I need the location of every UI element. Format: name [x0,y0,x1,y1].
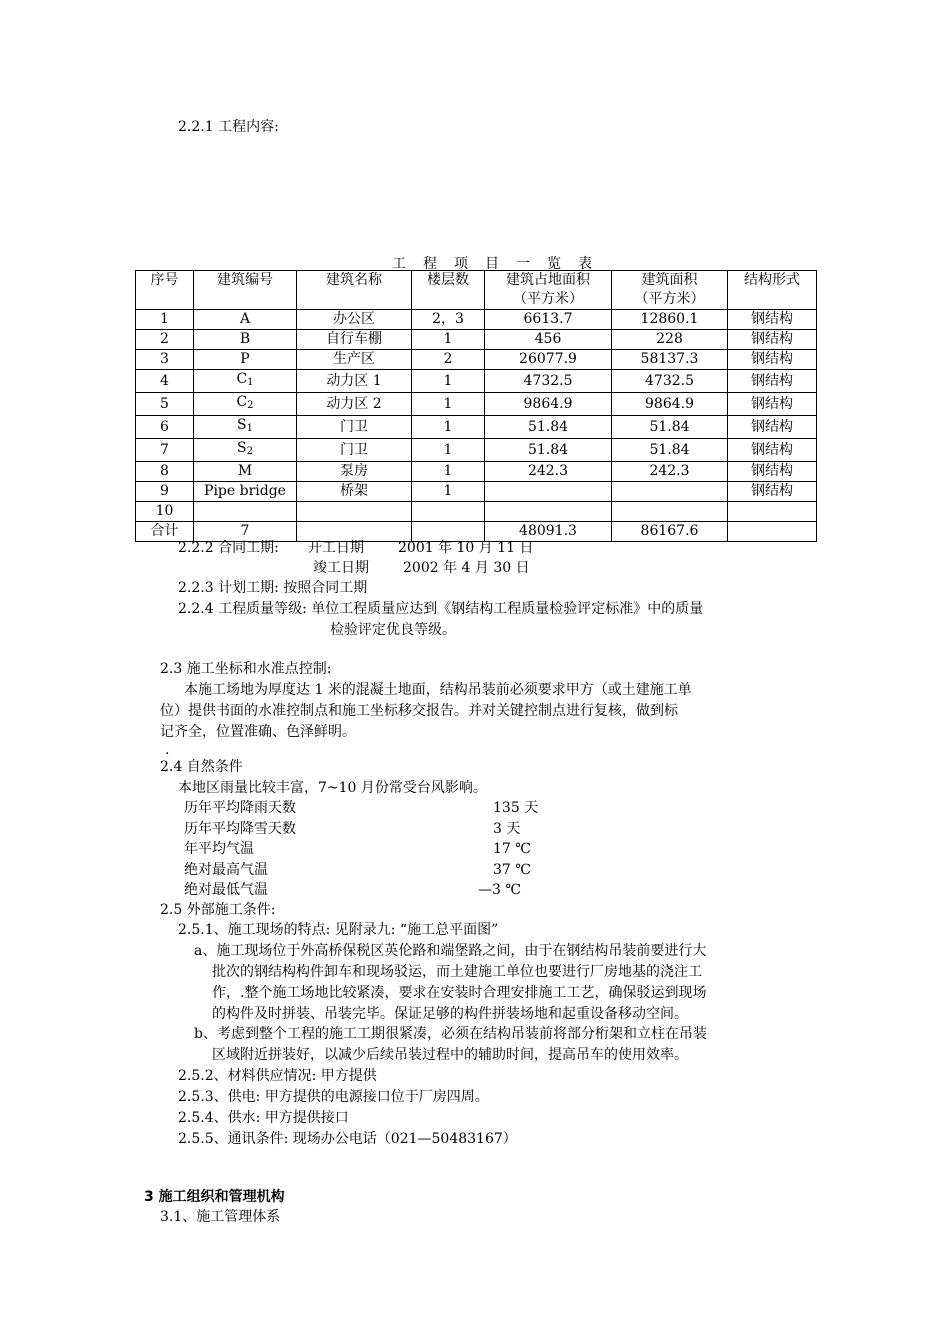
section-2-3-heading: 2.3 施工坐标和水准点控制: [160,661,332,677]
cell-floors-text: 1 [443,331,453,347]
cell-land-area-text: 26077.9 [519,351,577,367]
start-date-value: 2001 年 10 月 11 日 [398,540,534,556]
cell-code-text: P [240,351,250,367]
table-header-row [136,271,817,310]
cell-floors-text: 1 [443,372,453,389]
table-row [136,330,817,350]
cell-land-area [485,370,612,393]
cell-structure-text: 钢结构 [751,418,793,435]
cell-building-area [612,370,728,393]
cell-no-text: 1 [160,311,169,327]
cell-structure [728,370,817,393]
table-row [136,416,817,439]
cell-floors [412,370,485,393]
section-2-2-3: 2.2.3 计划工期: 按照合同工期 [178,580,368,596]
cell-code-subscript: 1 [246,423,253,434]
cell-name [297,502,412,522]
cell-no-text: 合计 [150,523,179,539]
cell-code [194,416,297,439]
table-row [136,462,817,482]
cell-code-subscript: 2 [246,446,253,457]
cell-floors [412,502,485,522]
cell-no-text: 3 [160,351,169,367]
end-date-label: 竣工日期 [313,560,369,576]
section-2-3-para-line3: 记齐全，位置准确、色泽鲜明。 [160,724,356,740]
cell-land-area-text: 48091.3 [519,523,577,539]
cell-no [136,350,194,370]
section-2-5-1: 2.5.1、施工现场的特点: 见附录九: “施工总平面图” [178,922,499,938]
cell-no [136,370,194,393]
cell-structure-text: 钢结构 [751,483,793,499]
cell-building-area [612,439,728,462]
cell-code [194,393,297,416]
cell-no-text: 6 [160,418,169,435]
cell-land-area-text: 4732.5 [523,372,573,389]
table-row [136,439,817,462]
cell-name-text: 动力区 2 [326,395,382,412]
cell-name [297,310,412,330]
cell-floors [412,439,485,462]
cell-land-area [485,393,612,416]
cell-building-area [612,502,728,522]
climate-value: 17 ℃ [493,841,531,857]
header-structure: 结构形式 [728,271,817,310]
cell-land-area-text: 51.84 [527,418,569,435]
cell-building-area-text: 9864.9 [645,395,694,412]
cell-code [194,462,297,482]
section-2-5-2: 2.5.2、材料供应情况: 甲方提供 [178,1068,377,1084]
table-title: 工程项目一览表 [392,256,609,272]
cell-no-text: 8 [160,463,169,479]
header-land-area [485,271,612,310]
climate-label: 年平均气温 [184,841,254,857]
section-2-5-4: 2.5.4、供水: 甲方提供接口 [178,1110,349,1126]
cell-floors-text: 1 [443,441,453,458]
cell-structure [728,393,817,416]
cell-floors [412,462,485,482]
cell-code-text: Pipe bridge [204,483,286,499]
cell-code [194,370,297,393]
cell-code [194,310,297,330]
cell-floors-text: 1 [443,418,453,435]
cell-no-text: 7 [160,441,169,458]
item-a-line4: 的构件及时拼装、吊装完毕。保证足够的构件拼装场地和起重设备移动空间。 [212,1006,688,1022]
cell-floors [412,330,485,350]
cell-code-text: C [236,394,248,410]
cell-name [297,350,412,370]
cell-code-subscript: 1 [247,377,254,388]
cell-no [136,393,194,416]
cell-floors-text: 2 [443,351,453,367]
cell-name-text: 门卫 [340,418,368,435]
climate-value: 135 天 [493,800,539,816]
cell-no [136,462,194,482]
climate-label: 绝对最低气温 [184,882,268,898]
cell-code-text: B [239,331,251,347]
cell-building-area-text: 51.84 [649,441,690,458]
cell-floors [412,482,485,502]
cell-code-text: S [237,440,247,456]
section-2-4-para: 本地区雨量比较丰富，7~10 月份常受台风影响。 [178,780,487,796]
section-2-2-1-heading: 2.2.1 工程内容: [178,119,279,135]
cell-structure-text: 钢结构 [751,441,793,458]
cell-no [136,310,194,330]
cell-building-area-text: 86167.6 [640,523,699,539]
cell-structure [728,439,817,462]
item-a-line3: 作，.整个施工场地比较紧凑，要求在安装时合理安排施工工艺，确保驳运到现场 [212,985,707,1001]
cell-floors-text: 1 [443,483,453,499]
cell-building-area [612,416,728,439]
cell-building-area-text: 228 [656,331,683,347]
cell-code-text: A [239,311,251,327]
header-land-area-line1: 建筑占地面积 [506,272,590,288]
cell-structure [728,416,817,439]
item-a-line1: a、施工现场位于外高桥保税区英伦路和端堡路之间，由于在钢结构吊装前要进行大 [194,943,707,959]
cell-land-area [485,482,612,502]
cell-code [194,502,297,522]
section-2-5-5: 2.5.5、通讯条件: 现场办公电话（021—50483167） [178,1131,517,1147]
cell-land-area [485,310,612,330]
cell-building-area-text: 12860.1 [640,311,699,327]
cell-building-area [612,393,728,416]
header-building-area-line1: 建筑面积 [641,272,698,288]
section-2-3-para-line1: 本施工场地为厚度达 1 米的混凝土地面，结构吊装前必须要求甲方（或土建施工单 [184,682,692,698]
cell-floors [412,310,485,330]
cell-no [136,416,194,439]
table-row [136,350,817,370]
cell-structure [728,310,817,330]
cell-name [297,439,412,462]
cell-land-area [485,330,612,350]
climate-value: 37 ℃ [493,861,531,878]
section-2-4-heading: 2.4 自然条件 [160,759,243,775]
table-row [136,502,817,522]
climate-label: 历年平均降雨天数 [184,800,296,816]
item-b-line1: b、考虑到整个工程的施工工期很紧凑，必须在结构吊装前将部分桁架和立柱在吊装 [194,1026,707,1042]
cell-structure [728,522,817,542]
cell-no-text: 10 [155,503,174,519]
cell-name-text: 动力区 1 [326,372,382,389]
cell-no [136,330,194,350]
cell-structure [728,330,817,350]
cell-structure [728,482,817,502]
cell-structure-text: 钢结构 [751,395,793,412]
header-code: 建筑编号 [194,271,297,310]
cell-building-area-text: 4732.5 [645,372,694,389]
table-row [136,310,817,330]
section-2-5-heading: 2.5 外部施工条件: [160,902,276,918]
cell-name [297,330,412,350]
cell-name-text: 生产区 [333,351,375,367]
section-3-1: 3.1、施工管理体系 [160,1209,281,1225]
cell-structure-text: 钢结构 [751,463,793,479]
header-name: 建筑名称 [297,271,412,310]
cell-no [136,439,194,462]
stray-dot: . [165,742,170,758]
cell-land-area [485,439,612,462]
climate-label: 历年平均降雪天数 [184,820,296,837]
cell-building-area-text: 51.84 [649,418,690,435]
cell-code-text: C [236,371,248,387]
section-2-2-4-line1: 2.2.4 工程质量等级: 单位工程质量应达到《钢结构工程质量检验评定标准》中的质量 [178,601,704,617]
cell-building-area [612,310,728,330]
cell-code-text: M [237,463,253,479]
header-building-area [612,271,728,310]
cell-no-text: 2 [160,331,169,347]
cell-name-text: 门卫 [340,441,368,458]
cell-floors-text: 1 [443,395,453,412]
header-land-area-unit: （平方米） [513,291,583,307]
cell-building-area-text: 242.3 [649,463,690,479]
section-2-2-4-line2: 检验评定优良等级。 [330,622,456,638]
section-3-heading: 3 施工组织和管理机构 [144,1189,285,1205]
cell-floors [412,350,485,370]
section-2-3-para-line2: 位）提供书面的水准控制点和施工坐标移交报告。并对关键控制点进行复核，做到标 [160,703,678,719]
cell-floors-text: 2，3 [432,311,464,327]
cell-structure-text: 钢结构 [751,372,793,389]
cell-code [194,439,297,462]
start-date-label: 开工日期 [308,540,364,556]
climate-value: —3 ℃ [478,882,522,898]
cell-floors [412,416,485,439]
table-row [136,370,817,393]
project-table [135,270,817,542]
cell-name-text: 泵房 [340,463,368,479]
cell-code-text: 7 [240,523,250,539]
cell-floors-text: 1 [443,463,453,479]
table-row [136,393,817,416]
cell-land-area-text: 242.3 [527,463,569,479]
cell-building-area [612,522,728,542]
cell-name-text: 自行车棚 [326,331,382,347]
cell-land-area-text: 51.84 [527,441,569,458]
cell-name [297,416,412,439]
cell-floors [412,393,485,416]
cell-name [297,462,412,482]
cell-name-text: 办公区 [333,311,375,327]
cell-code [194,330,297,350]
cell-name [297,393,412,416]
header-no: 序号 [136,271,194,310]
cell-code-text: S [237,417,247,433]
cell-name [297,482,412,502]
item-a-line2: 批次的钢结构构件卸车和现场驳运，而土建施工单位也要进行厂房地基的浇注工 [212,964,702,980]
section-2-2-2-label: 2.2.2 合同工期: [178,540,279,556]
cell-structure-text: 钢结构 [751,351,793,367]
header-floors: 楼层数 [412,271,485,310]
cell-building-area [612,462,728,482]
cell-name-text: 桥架 [340,483,368,499]
header-building-area-unit: （平方米） [634,291,705,307]
cell-land-area [485,462,612,482]
cell-structure [728,462,817,482]
cell-no [136,502,194,522]
cell-land-area [485,416,612,439]
cell-land-area-text: 9864.9 [523,395,573,412]
cell-structure [728,350,817,370]
cell-land-area-text: 6613.7 [523,311,573,327]
table-row [136,482,817,502]
cell-name [297,370,412,393]
cell-building-area [612,482,728,502]
cell-land-area-text: 456 [534,331,562,347]
cell-no-text: 4 [160,372,169,389]
climate-label: 绝对最高气温 [184,861,268,878]
cell-code-subscript: 2 [247,400,254,411]
cell-building-area [612,350,728,370]
cell-building-area [612,330,728,350]
section-2-5-3: 2.5.3、供电: 甲方提供的电源接口位于厂房四周。 [178,1089,489,1105]
cell-land-area [485,350,612,370]
end-date-value: 2002 年 4 月 30 日 [403,560,530,576]
cell-structure-text: 钢结构 [751,311,793,327]
climate-value: 3 天 [493,820,521,837]
item-b-line2: 区域附近拼装好，以减少后续吊装过程中的辅助时间，提高吊车的使用效率。 [212,1047,688,1063]
cell-land-area [485,502,612,522]
cell-no [136,482,194,502]
cell-no-text: 9 [160,483,169,499]
cell-structure-text: 钢结构 [751,331,793,347]
cell-structure [728,502,817,522]
cell-code [194,482,297,502]
cell-building-area-text: 58137.3 [640,351,699,367]
cell-no-text: 5 [160,395,169,412]
cell-code [194,350,297,370]
